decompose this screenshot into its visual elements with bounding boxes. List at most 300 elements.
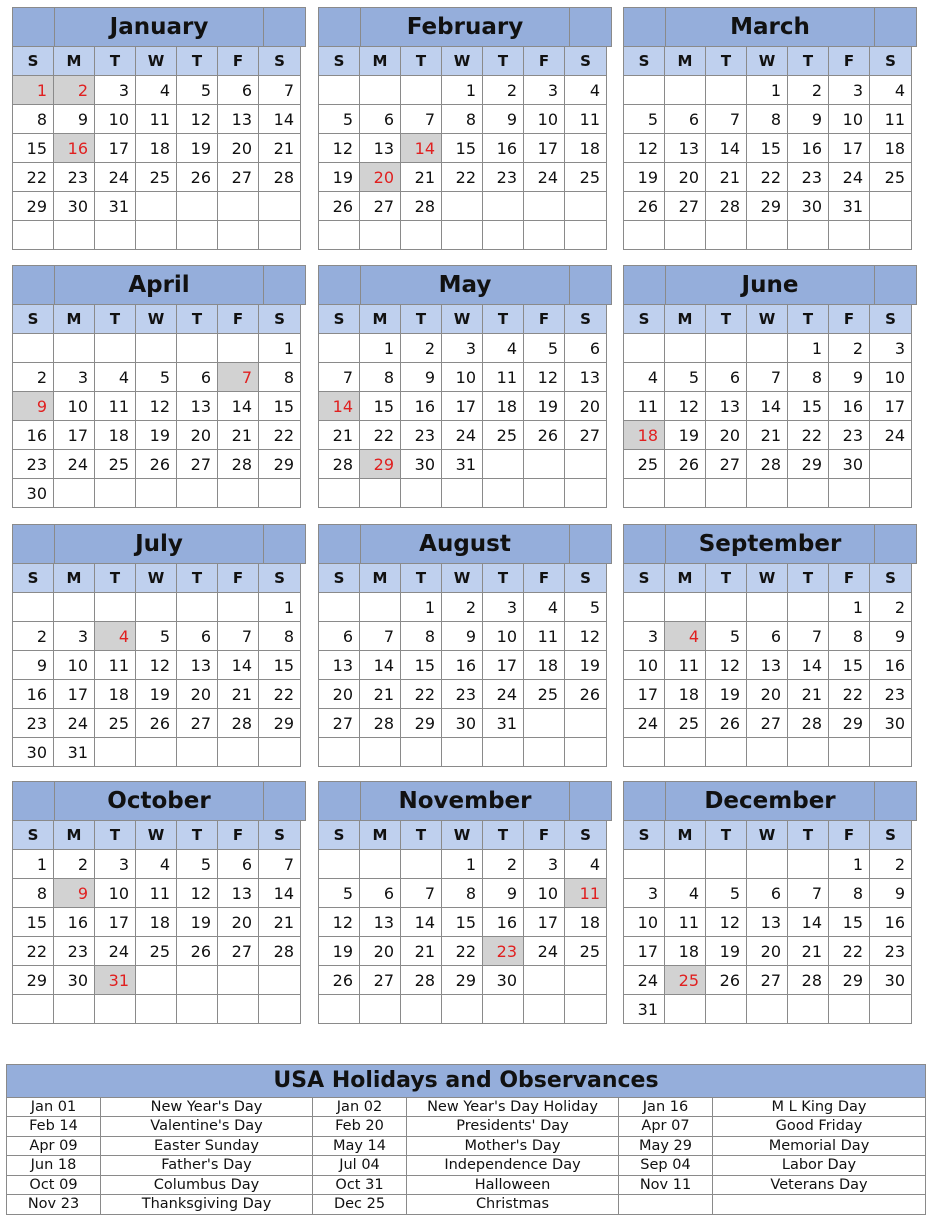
empty-day-cell	[218, 334, 259, 363]
day-cell: 2	[788, 76, 829, 105]
week-row	[13, 221, 306, 250]
day-cell: 10	[54, 651, 95, 680]
month-title-bar	[319, 525, 612, 564]
weekday-header: S	[319, 305, 360, 334]
holiday-name: Presidents' Day	[407, 1117, 619, 1136]
day-cell: 30	[54, 192, 95, 221]
empty-day-cell	[706, 479, 747, 508]
empty-day-cell	[565, 479, 607, 508]
day-cell: 2	[13, 363, 54, 392]
day-cell: 24	[829, 163, 870, 192]
weekday-header: F	[524, 564, 565, 593]
holiday-date: Jan 16	[619, 1098, 713, 1117]
day-cell: 3	[54, 622, 95, 651]
day-cell: 9	[829, 363, 870, 392]
day-cell: 20	[360, 937, 401, 966]
week-row	[13, 908, 306, 937]
day-cell: 31	[95, 192, 136, 221]
empty-day-cell	[706, 221, 747, 250]
holiday-date: May 29	[619, 1137, 713, 1156]
empty-day-cell	[319, 593, 360, 622]
day-cell: 12	[319, 908, 360, 937]
weekday-header: T	[95, 564, 136, 593]
day-cell: 15	[259, 392, 301, 421]
day-cell: 25	[524, 680, 565, 709]
day-cell: 3	[524, 850, 565, 879]
day-cell: 26	[319, 192, 360, 221]
day-cell: 28	[706, 192, 747, 221]
day-cell: 17	[624, 937, 665, 966]
week-row	[319, 105, 612, 134]
weekday-header: T	[706, 564, 747, 593]
day-cell: 18	[565, 908, 607, 937]
day-cell: 9	[788, 105, 829, 134]
day-cell: 24	[95, 937, 136, 966]
empty-day-cell	[442, 479, 483, 508]
holiday-date: Feb 14	[7, 1117, 101, 1136]
empty-day-cell	[524, 192, 565, 221]
week-row	[13, 334, 306, 363]
day-cell: 4	[665, 879, 706, 908]
empty-day-cell	[624, 850, 665, 879]
day-cell: 20	[218, 908, 259, 937]
day-cell: 24	[524, 163, 565, 192]
week-row	[13, 479, 306, 508]
day-cell: 26	[177, 937, 218, 966]
day-cell: 6	[319, 622, 360, 651]
day-cell: 11	[95, 651, 136, 680]
day-cell: 26	[706, 709, 747, 738]
week-row	[319, 363, 612, 392]
week-row	[624, 392, 917, 421]
day-cell: 20	[360, 163, 401, 192]
week-row	[624, 479, 917, 508]
empty-day-cell	[360, 221, 401, 250]
day-cell: 19	[624, 163, 665, 192]
day-cell: 27	[218, 163, 259, 192]
day-cell: 3	[54, 363, 95, 392]
day-cell: 24	[54, 450, 95, 479]
day-cell: 8	[788, 363, 829, 392]
day-cell: 7	[319, 363, 360, 392]
month-title-bar	[13, 782, 306, 821]
empty-day-cell	[706, 850, 747, 879]
day-cell: 9	[13, 651, 54, 680]
day-cell: 22	[442, 163, 483, 192]
day-cell: 5	[706, 879, 747, 908]
month-title-bar	[319, 782, 612, 821]
day-cell: 19	[177, 908, 218, 937]
empty-day-cell	[524, 709, 565, 738]
day-cell: 16	[870, 908, 912, 937]
empty-day-cell	[136, 966, 177, 995]
month-title-bar	[13, 525, 306, 564]
day-cell: 17	[524, 908, 565, 937]
day-cell: 1	[747, 76, 788, 105]
empty-day-cell	[747, 221, 788, 250]
day-cell: 20	[177, 680, 218, 709]
empty-day-cell	[624, 76, 665, 105]
week-row	[319, 134, 612, 163]
day-cell: 7	[788, 622, 829, 651]
holidays-table	[6, 1064, 926, 1215]
day-cell: 21	[401, 163, 442, 192]
day-cell: 10	[624, 651, 665, 680]
week-row	[624, 334, 917, 363]
day-cell: 30	[788, 192, 829, 221]
month-name: July	[55, 525, 264, 563]
day-cell: 30	[442, 709, 483, 738]
month-august	[318, 524, 612, 767]
holiday-date: Dec 25	[313, 1195, 407, 1214]
week-row	[13, 966, 306, 995]
holiday-name	[713, 1195, 925, 1214]
day-cell: 13	[747, 908, 788, 937]
weekday-header: M	[665, 47, 706, 76]
day-cell: 29	[401, 709, 442, 738]
day-cell: 28	[788, 709, 829, 738]
holiday-name: Labor Day	[713, 1156, 925, 1175]
empty-day-cell	[870, 192, 912, 221]
weekday-header: S	[259, 564, 301, 593]
day-cell: 20	[565, 392, 607, 421]
day-cell: 4	[136, 850, 177, 879]
week-row	[13, 879, 306, 908]
empty-day-cell	[360, 850, 401, 879]
day-cell: 26	[706, 966, 747, 995]
day-cell: 7	[401, 879, 442, 908]
weekday-header: T	[95, 305, 136, 334]
empty-day-cell	[870, 995, 912, 1024]
day-cell: 21	[218, 680, 259, 709]
day-cell: 8	[442, 105, 483, 134]
week-row	[13, 192, 306, 221]
week-row	[624, 995, 917, 1024]
weekday-header: T	[706, 47, 747, 76]
day-cell: 11	[483, 363, 524, 392]
weekday-header-row	[624, 47, 917, 76]
day-cell: 15	[829, 651, 870, 680]
day-cell: 12	[136, 651, 177, 680]
weekday-header: M	[360, 305, 401, 334]
week-row	[13, 651, 306, 680]
weekday-header-row	[319, 821, 612, 850]
day-cell: 26	[136, 450, 177, 479]
day-cell: 2	[13, 622, 54, 651]
day-cell: 3	[524, 76, 565, 105]
week-row	[13, 392, 306, 421]
day-cell: 7	[360, 622, 401, 651]
empty-day-cell	[54, 995, 95, 1024]
day-cell: 31	[95, 966, 136, 995]
weekday-header: F	[524, 47, 565, 76]
day-cell: 12	[319, 134, 360, 163]
weekday-header: W	[136, 564, 177, 593]
day-cell: 24	[95, 163, 136, 192]
day-cell: 13	[360, 134, 401, 163]
day-cell: 3	[624, 879, 665, 908]
day-cell: 20	[706, 421, 747, 450]
empty-day-cell	[401, 479, 442, 508]
weekday-header: S	[319, 821, 360, 850]
day-cell: 12	[136, 392, 177, 421]
day-cell: 14	[218, 651, 259, 680]
month-september	[623, 524, 917, 767]
day-cell: 1	[788, 334, 829, 363]
day-cell: 3	[95, 850, 136, 879]
month-name: February	[361, 8, 570, 46]
week-row	[319, 709, 612, 738]
empty-day-cell	[319, 738, 360, 767]
weekday-header-row	[13, 564, 306, 593]
month-november	[318, 781, 612, 1024]
day-cell: 19	[136, 421, 177, 450]
empty-day-cell	[565, 738, 607, 767]
day-cell: 25	[95, 709, 136, 738]
day-cell: 13	[360, 908, 401, 937]
day-cell: 15	[13, 134, 54, 163]
day-cell: 29	[13, 192, 54, 221]
week-row	[624, 192, 917, 221]
empty-day-cell	[524, 450, 565, 479]
week-row	[319, 421, 612, 450]
empty-day-cell	[706, 738, 747, 767]
week-row	[624, 421, 917, 450]
week-row	[319, 879, 612, 908]
day-cell: 23	[442, 680, 483, 709]
day-cell: 21	[259, 908, 301, 937]
month-name: March	[666, 8, 875, 46]
holiday-date: Sep 04	[619, 1156, 713, 1175]
holiday-name: Good Friday	[713, 1117, 925, 1136]
day-cell: 27	[218, 937, 259, 966]
day-cell: 24	[524, 937, 565, 966]
day-cell: 18	[136, 908, 177, 937]
week-row	[624, 850, 917, 879]
day-cell: 17	[95, 908, 136, 937]
empty-day-cell	[259, 995, 301, 1024]
weekday-header: T	[401, 564, 442, 593]
day-cell: 19	[565, 651, 607, 680]
weekday-header: S	[259, 47, 301, 76]
week-row	[624, 651, 917, 680]
day-cell: 13	[565, 363, 607, 392]
weekday-header: W	[442, 305, 483, 334]
day-cell: 3	[95, 76, 136, 105]
empty-day-cell	[218, 966, 259, 995]
day-cell: 28	[401, 966, 442, 995]
week-row	[319, 995, 612, 1024]
empty-day-cell	[665, 995, 706, 1024]
empty-day-cell	[360, 479, 401, 508]
day-cell: 4	[565, 850, 607, 879]
empty-day-cell	[706, 995, 747, 1024]
weekday-header: F	[218, 305, 259, 334]
day-cell: 14	[788, 908, 829, 937]
empty-day-cell	[401, 76, 442, 105]
month-name: November	[361, 782, 570, 820]
weekday-header: T	[401, 821, 442, 850]
day-cell: 7	[706, 105, 747, 134]
holiday-name: Independence Day	[407, 1156, 619, 1175]
week-row	[624, 879, 917, 908]
day-cell: 13	[177, 651, 218, 680]
holiday-name: Memorial Day	[713, 1137, 925, 1156]
day-cell: 4	[624, 363, 665, 392]
empty-day-cell	[360, 995, 401, 1024]
weekday-header: T	[401, 47, 442, 76]
day-cell: 29	[13, 966, 54, 995]
weekday-header-row	[319, 305, 612, 334]
empty-day-cell	[870, 479, 912, 508]
weekday-header: F	[829, 47, 870, 76]
day-cell: 10	[624, 908, 665, 937]
weekday-header: S	[259, 305, 301, 334]
week-row	[624, 908, 917, 937]
day-cell: 5	[524, 334, 565, 363]
day-cell: 1	[13, 76, 54, 105]
day-cell: 6	[665, 105, 706, 134]
day-cell: 1	[259, 593, 301, 622]
day-cell: 26	[319, 966, 360, 995]
day-cell: 2	[870, 593, 912, 622]
day-cell: 18	[624, 421, 665, 450]
day-cell: 23	[13, 450, 54, 479]
day-cell: 5	[319, 105, 360, 134]
day-cell: 11	[665, 908, 706, 937]
holiday-name: Veterans Day	[713, 1176, 925, 1195]
day-cell: 3	[442, 334, 483, 363]
day-cell: 14	[360, 651, 401, 680]
day-cell: 7	[788, 879, 829, 908]
empty-day-cell	[565, 709, 607, 738]
day-cell: 21	[218, 421, 259, 450]
day-cell: 28	[218, 709, 259, 738]
empty-day-cell	[829, 221, 870, 250]
holiday-date: Oct 31	[313, 1176, 407, 1195]
day-cell: 27	[360, 192, 401, 221]
day-cell: 14	[747, 392, 788, 421]
day-cell: 17	[54, 680, 95, 709]
weekday-header: S	[870, 821, 912, 850]
week-row	[319, 163, 612, 192]
day-cell: 10	[524, 879, 565, 908]
day-cell: 4	[565, 76, 607, 105]
day-cell: 20	[665, 163, 706, 192]
month-april	[12, 265, 306, 508]
day-cell: 2	[829, 334, 870, 363]
day-cell: 30	[483, 966, 524, 995]
holiday-date: Jan 02	[313, 1098, 407, 1117]
week-row	[13, 363, 306, 392]
holiday-date: Feb 20	[313, 1117, 407, 1136]
day-cell: 23	[829, 421, 870, 450]
holiday-date: Nov 11	[619, 1176, 713, 1195]
day-cell: 16	[483, 134, 524, 163]
week-row	[319, 334, 612, 363]
empty-day-cell	[401, 995, 442, 1024]
empty-day-cell	[319, 334, 360, 363]
day-cell: 29	[259, 709, 301, 738]
month-name: April	[55, 266, 264, 304]
empty-day-cell	[136, 995, 177, 1024]
day-cell: 3	[829, 76, 870, 105]
week-row	[13, 850, 306, 879]
week-row	[13, 105, 306, 134]
empty-day-cell	[524, 738, 565, 767]
day-cell: 20	[218, 134, 259, 163]
day-cell: 7	[259, 76, 301, 105]
day-cell: 9	[870, 879, 912, 908]
day-cell: 22	[829, 937, 870, 966]
day-cell: 15	[13, 908, 54, 937]
empty-day-cell	[259, 221, 301, 250]
day-cell: 25	[870, 163, 912, 192]
empty-day-cell	[54, 479, 95, 508]
empty-day-cell	[442, 221, 483, 250]
day-cell: 22	[13, 937, 54, 966]
holiday-date: Jun 18	[7, 1156, 101, 1175]
day-cell: 7	[218, 622, 259, 651]
holiday-row	[7, 1176, 925, 1195]
empty-day-cell	[218, 221, 259, 250]
day-cell: 19	[319, 163, 360, 192]
day-cell: 12	[565, 622, 607, 651]
empty-day-cell	[747, 334, 788, 363]
month-march	[623, 7, 917, 250]
empty-day-cell	[829, 479, 870, 508]
week-row	[13, 738, 306, 767]
empty-day-cell	[13, 334, 54, 363]
weekday-header: T	[788, 564, 829, 593]
empty-day-cell	[319, 221, 360, 250]
day-cell: 2	[442, 593, 483, 622]
day-cell: 6	[360, 879, 401, 908]
empty-day-cell	[565, 995, 607, 1024]
day-cell: 9	[13, 392, 54, 421]
week-row	[13, 622, 306, 651]
day-cell: 2	[54, 850, 95, 879]
weekday-header: T	[483, 305, 524, 334]
day-cell: 23	[401, 421, 442, 450]
week-row	[13, 76, 306, 105]
day-cell: 19	[136, 680, 177, 709]
empty-day-cell	[95, 334, 136, 363]
empty-day-cell	[218, 738, 259, 767]
month-february	[318, 7, 612, 250]
day-cell: 24	[442, 421, 483, 450]
empty-day-cell	[624, 593, 665, 622]
day-cell: 27	[747, 966, 788, 995]
day-cell: 11	[665, 651, 706, 680]
day-cell: 29	[829, 966, 870, 995]
week-row	[319, 76, 612, 105]
week-row	[624, 966, 917, 995]
day-cell: 9	[483, 879, 524, 908]
day-cell: 13	[319, 651, 360, 680]
day-cell: 18	[136, 134, 177, 163]
week-row	[624, 163, 917, 192]
day-cell: 16	[442, 651, 483, 680]
empty-day-cell	[870, 738, 912, 767]
week-row	[624, 134, 917, 163]
day-cell: 30	[401, 450, 442, 479]
day-cell: 1	[829, 850, 870, 879]
day-cell: 6	[747, 879, 788, 908]
day-cell: 23	[483, 163, 524, 192]
empty-day-cell	[401, 738, 442, 767]
empty-day-cell	[259, 479, 301, 508]
